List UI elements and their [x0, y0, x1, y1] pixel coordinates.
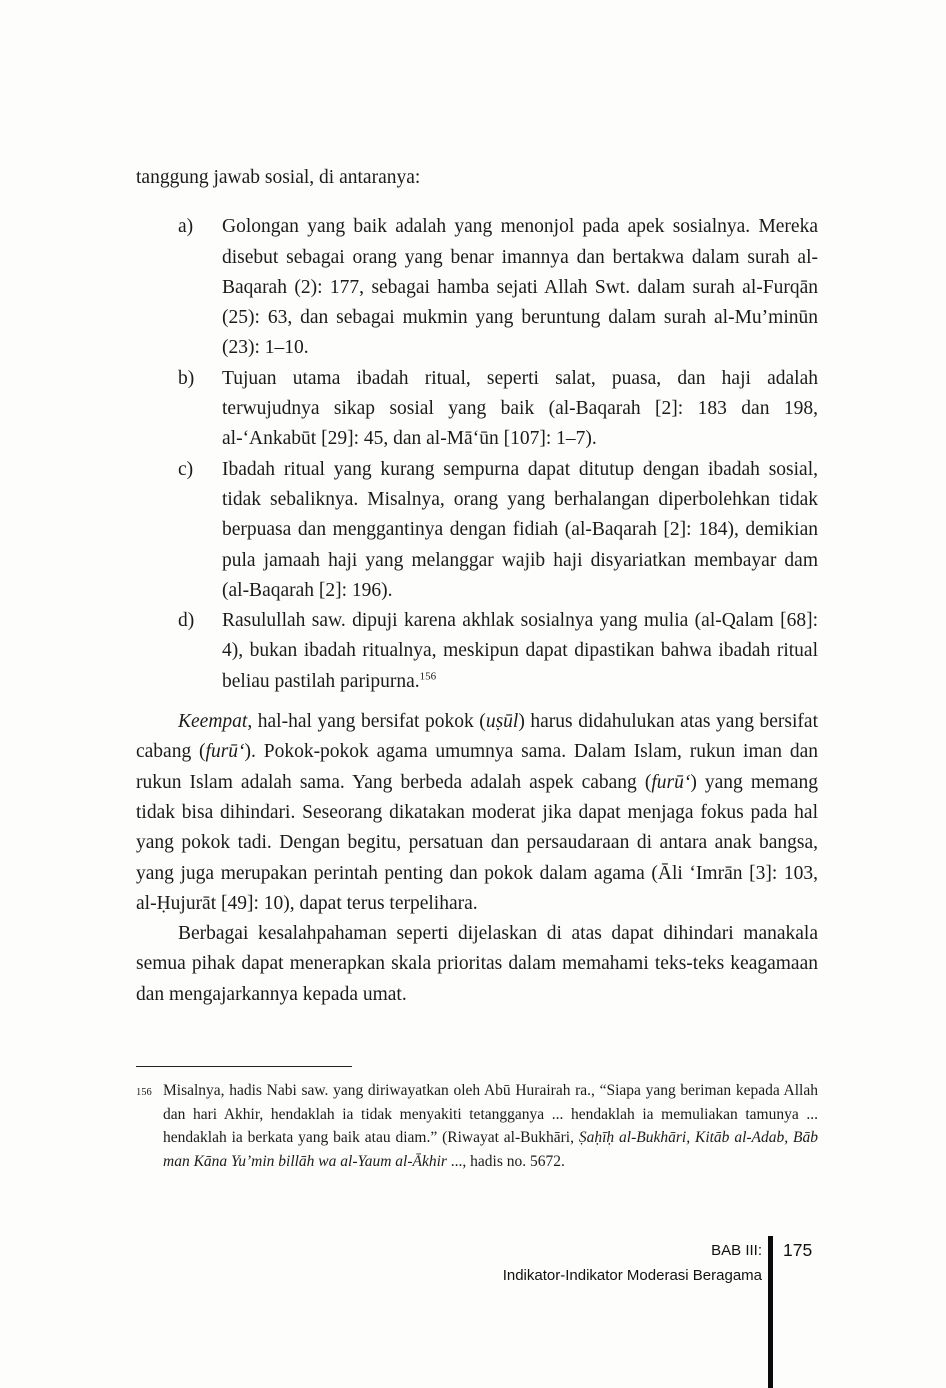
- list-item-text: Ibadah ritual yang kurang sempurna dapat ditutup dengan ibadah sosial, tidak sebaliknya. Misalnya, orang yang berhalangan diperbolehkan tidak berpuasa dan menggantinya dengan fidiah (al-Baqarah [2]: 184), demikian pula jamaah haji yang melanggar wajib haji disyariatkan membayar dam (al-Baqarah [2]: 196).: [222, 458, 818, 601]
- italic-term: uṣūl: [485, 711, 519, 733]
- list-item-text-body: Rasulullah saw. dipuji karena akhlak sosialnya yang mulia (al-Qalam [68]: 4), bukan ibadah ritualnya, meskipun dapat dipastikan bahwa ibadah ritual beliau pastilah paripurna.: [222, 610, 818, 692]
- paragraph-keempat: [136, 707, 818, 919]
- list-item-d: [136, 606, 818, 697]
- list-item-c: [136, 455, 818, 606]
- alpha-list: [136, 212, 818, 697]
- chapter-title: Indikator-Indikator Moderasi Beragama: [502, 1267, 762, 1284]
- page-number: 175: [783, 1240, 813, 1260]
- footer-vertical-bar: [768, 1236, 773, 1388]
- text-segment: , hal-hal yang bersifat pokok (: [247, 711, 486, 733]
- list-item-label: a): [178, 216, 194, 238]
- list-item-text: Tujuan utama ibadah ritual, seperti salat, puasa, dan haji adalah terwujudnya sikap sosial yang baik (al-Baqarah [2]: 183 dan 198, al-‘Ankabūt [29]: 45, dan al-Mā‘ūn [107]: 1–7).: [222, 367, 818, 450]
- list-item-text: Golongan yang baik adalah yang menonjol pada apek sosialnya. Mereka disebut sebagai orang yang benar imannya dan bertakwa dalam surah al-Baqarah (2): 177, sebagai hamba sejati Allah Swt. dalam surah al-Furqān (25): 63, dan sebagai mukmin yang beruntung dalam surah al-Mu’minūn (23): 1–10.: [222, 216, 818, 359]
- footnote-text-segment: Misalnya, hadis Nabi saw. yang diriwayatkan oleh Abū Hurairah ra., “Siapa yang beriman kepada Allah dan hari Akhir, hendaklah ia tidak menyakiti tetangganya ... hendaklah ia memuliakan tamunya ... hendaklah ia berkata yang baik atau diam.” (Riwayat al-Bukhāri,: [163, 1082, 818, 1147]
- footnote-reference: 156: [419, 670, 437, 683]
- text-segment: ). Pokok-pokok agama umumnya sama. Dalam Islam, rukun iman dan rukun Islam adalah sama. Yang berbeda adalah aspek cabang (: [136, 741, 818, 793]
- list-item-text: [222, 606, 818, 697]
- text-segment: ) yang memang tidak bisa dihindari. Seseorang dikatakan moderat jika dapat menjaga fokus pada hal yang pokok tadi. Dengan begitu, persatuan dan persaudaraan di antara anak bangsa, yang juga merupakan perintah penting dan pokok dalam agama (Āli ‘Imrān [3]: 103, al-Ḥujurāt [49]: 10), dapat terus terpelihara.: [136, 771, 819, 914]
- footnote-number: 156: [136, 1087, 152, 1098]
- italic-term: furū‘: [651, 771, 691, 793]
- list-item-label: c): [178, 458, 194, 480]
- paragraph-berbagai: Berbagai kesalahpahaman seperti dijelaskan di atas dapat dihindari manakala semua pihak dapat menerapkan skala prioritas dalam memahami teks-teks keagamaan dan mengajarkannya kepada umat.: [136, 923, 818, 1005]
- chapter-label: BAB III:: [711, 1242, 762, 1259]
- list-item-label: d): [178, 610, 195, 632]
- list-item-b: [136, 364, 818, 455]
- intro-line: tanggung jawab sosial, di antaranya:: [136, 166, 421, 188]
- footnote-italic-title: Ṣaḥīḥ al-Bukhāri, Kitāb al-Adab, Bāb man Kāna Yu’min billāh wa al-Yaum al-Ākhir: [163, 1129, 818, 1170]
- main-text: [136, 143, 818, 1010]
- italic-term: furū‘: [205, 741, 245, 763]
- footnote-text-segment: ..., hadis no. 5672.: [446, 1152, 565, 1170]
- list-item-a: [136, 212, 818, 363]
- footnote-section: [136, 1066, 818, 1173]
- text-segment: ) harus didahulukan atas yang bersifat cabang (: [136, 711, 818, 763]
- italic-term: Keempat: [178, 711, 248, 733]
- footnote-separator-rule: [136, 1066, 352, 1067]
- footnote-156: [136, 1079, 818, 1173]
- list-item-label: b): [178, 367, 195, 389]
- running-footer-chapter: [503, 1238, 762, 1288]
